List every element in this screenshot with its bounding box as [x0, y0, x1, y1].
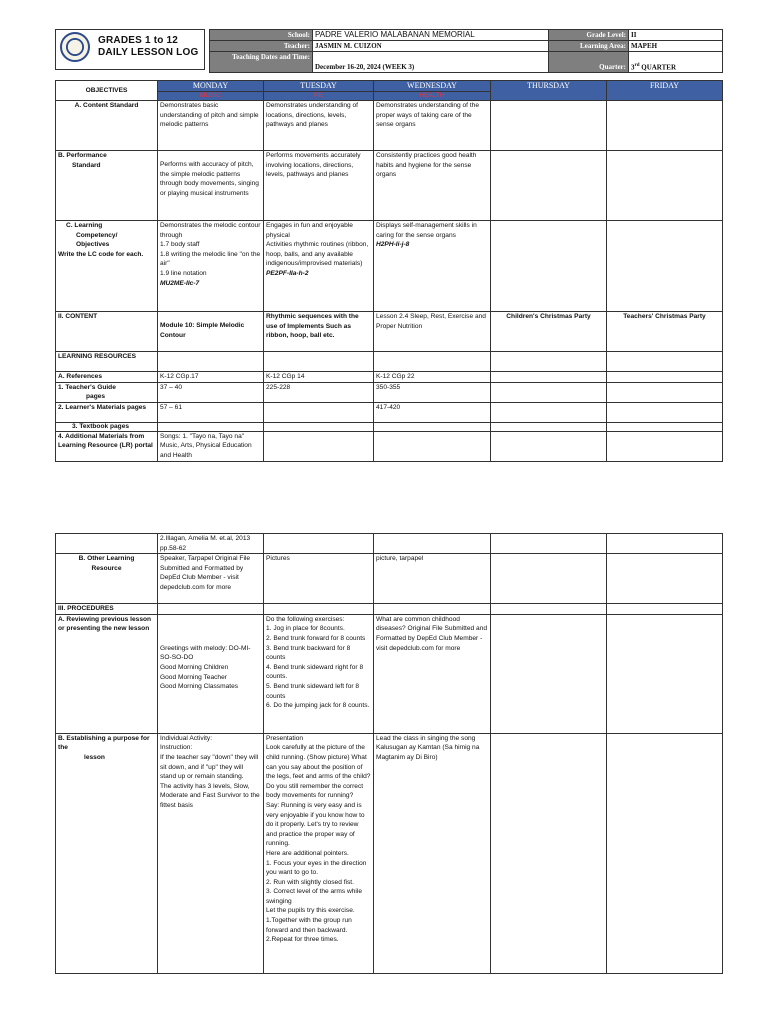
cell-mon: K-12 CGp.17 [158, 372, 264, 383]
references-label: A. References [56, 372, 158, 383]
cell-tue: Performs movements accurately involving locations, directions, levels, pathways and planes [264, 151, 374, 221]
performance-standard-label: B. Performance Standard [56, 151, 158, 221]
lc-code: PE2PF-IIa-h-2 [266, 269, 309, 277]
performance-standard-row [56, 151, 723, 221]
music-subject: MUSIC [158, 91, 264, 100]
cell-thu [491, 221, 607, 312]
competency-row [56, 221, 723, 312]
cell-tue: Demonstrates understanding of locations, directions, levels, pathways and planes [264, 101, 374, 151]
cell-fri [607, 151, 723, 221]
cell-mon: Demonstrates the melodic contour through 1.7 body staff 1.8 writing the melodic line "on the air" 1.9 line notation MU2ME-IIc-7 [158, 221, 264, 312]
thursday-header: THURSDAY [491, 81, 607, 101]
cell-wed: Lead the class in singing the song Kalusugan ay Kamtan (Sa himig na Magtanim ay Di Biro) [374, 733, 491, 973]
teachers-guide-row [56, 382, 723, 402]
cell-mon: Performs with accuracy of pitch, the simple melodic patterns through body movements, singing or playing musical instruments [158, 151, 264, 221]
pe-subject: PE [264, 91, 374, 100]
lc-code: MU2ME-IIc-7 [160, 279, 200, 287]
additional-materials-row [56, 431, 723, 461]
cell-thu [491, 101, 607, 151]
cell-fri: Teachers' Christmas Party [607, 312, 723, 352]
area-value: MAPEH [629, 41, 723, 52]
cell-mon: Speaker, Tarpapel Original File Submitted and Formatted by DepEd Club Member - visit depedclub.com for more [158, 554, 264, 604]
learners-materials-label: 2. Learner's Materials pages [56, 402, 158, 422]
cell-mon: Demonstrates basic understanding of pitch and simple melodic patterns [158, 101, 264, 151]
cell-mon: 37 – 40 [158, 382, 264, 402]
cell-wed: Lesson 2.4 Sleep, Rest, Exercise and Proper Nutrition [374, 312, 491, 352]
cell-wed: Displays self-management skills in caring for the sense organs H2PH-Ii-j-8 [374, 221, 491, 312]
cell-tue: Pictures [264, 554, 374, 604]
area-label: Learning Area: [549, 41, 629, 52]
lc-code: H2PH-Ii-j-8 [376, 241, 410, 249]
content-standard-row [56, 101, 723, 151]
cell-wed: picture, tarpapel [374, 554, 491, 604]
school-label: School: [210, 30, 313, 41]
lesson-table-page1 [55, 80, 723, 462]
cell-wed: K-12 CGp 22 [374, 372, 491, 383]
day-header-row [56, 81, 723, 92]
textbook-label: 3. Textbook pages [56, 422, 158, 431]
content-row [56, 312, 723, 352]
cell-thu: Children's Christmas Party [491, 312, 607, 352]
cell-mon: Songs: 1. "Tayo na, Tayo na" Music, Arts, Physical Education and Health [158, 431, 264, 461]
content-label: II. CONTENT [56, 312, 158, 352]
header-info-table [209, 29, 723, 73]
learning-resources-label: LEARNING RESOURCES [56, 352, 158, 372]
cell-wed: What are common childhood diseases? Original File Submitted and Formatted by DepEd Club Member - visit depedclub.com for more [374, 614, 491, 733]
quarter-label: Quarter: [549, 52, 629, 73]
purpose-label: B. Establishing a purpose for the lesson [56, 733, 158, 973]
content-standard-label: A. Content Standard [56, 101, 158, 151]
cell-mon: 2.Illagan, Amelia M. et.al, 2013 pp.58-62 [158, 534, 264, 554]
cell-wed: 350-355 [374, 382, 491, 402]
grade-label: Grade Level: [549, 30, 629, 41]
cell-mon: Module 10: Simple Melodic Contour [158, 312, 264, 352]
references-row [56, 372, 723, 383]
textbook-row [56, 422, 723, 431]
dates-value: December 16-20, 2024 (WEEK 3) [313, 52, 549, 73]
lesson-table-page2 [55, 533, 723, 974]
health-subject: HEALTH [374, 91, 491, 100]
teachers-guide-label: 1. Teacher's Guide pages [56, 382, 158, 402]
learning-resources-row [56, 352, 723, 372]
cell-fri [607, 101, 723, 151]
continuation-row [56, 534, 723, 554]
quarter-value: 3rd QUARTER [629, 52, 723, 73]
other-resources-row [56, 554, 723, 604]
dates-label: Teaching Dates and Time: [210, 52, 313, 73]
reviewing-label: A. Reviewing previous lesson or presenting the new lesson [56, 614, 158, 733]
additional-materials-label: 4. Additional Materials from Learning Resource (LR) portal [56, 431, 158, 461]
title-line-2: DAILY LESSON LOG [98, 47, 199, 58]
cell-tue: 225-228 [264, 382, 374, 402]
wednesday-header: WEDNESDAY [374, 81, 491, 92]
cell-tue: Do the following exercises: 1. Jog in place for 8counts. 2. Bend trunk forward for 8 counts 3. Bend trunk backward for 8 counts 4. Bend trunk sideward right for 8 counts. 5. Bend trunk sideward left for 8 counts 6. Do the jumping jack for 8 counts. [264, 614, 374, 733]
cell-fri [607, 221, 723, 312]
title-line-1: GRADES 1 to 12 [98, 35, 179, 46]
grade-value: II [629, 30, 723, 41]
cell-thu [491, 151, 607, 221]
cell-wed: 417-420 [374, 402, 491, 422]
teacher-value: JASMIN M. CUIZON [313, 41, 549, 52]
cell-mon: 57 – 61 [158, 402, 264, 422]
procedures-label: III. PROCEDURES [56, 604, 158, 615]
cell-wed: Consistently practices good health habits and hygiene for the sense organs [374, 151, 491, 221]
cell-tue: K-12 CGp 14 [264, 372, 374, 383]
cell-mon: Individual Activity: Instruction: If the teacher say "down" they will sit down, and if "up" they will stand up or remain standing. The activity has 3 levels, Slow, Moderate and Fast Survivor to the fittest basis [158, 733, 264, 973]
cell-mon: Greetings with melody: DO-MI-SO-SO-DO Good Morning Children Good Morning Teacher Good Morning Classmates [158, 614, 264, 733]
deped-seal-icon [60, 32, 90, 62]
cell-tue: Engages in fun and enjoyable physical Activities rhythmic routines (ribbon, hoop, balls, and any available indigenous/improvised materials) PE2PF-IIa-h-2 [264, 221, 374, 312]
cell-tue: Rhythmic sequences with the use of Implements Such as ribbon, hoop, ball etc. [264, 312, 374, 352]
tuesday-header: TUESDAY [264, 81, 374, 92]
reviewing-row [56, 614, 723, 733]
teacher-label: Teacher: [210, 41, 313, 52]
monday-header: MONDAY [158, 81, 264, 92]
objectives-header: OBJECTIVES [56, 81, 158, 101]
competency-label: C. Learning Competency/ Objectives Write the LC code for each. [56, 221, 158, 312]
other-resources-label: B. Other Learning Resource [56, 554, 158, 604]
learners-materials-row [56, 402, 723, 422]
procedures-row [56, 604, 723, 615]
friday-header: FRIDAY [607, 81, 723, 101]
cell-tue: Presentation Look carefully at the picture of the child running. (Show picture) What can you say about the position of the legs, feet and arms of the child? Do you still remember the correct body movements for running? Say: Running is very easy and is very enjoyable if you know how to do it properly. Let's try to review and practice the proper way of running. Here are additional pointers. 1. Focus your eyes in the direction you want to go to. 2. Run with slightly closed fist. 3. Correct level of the arms while swinging Let the pupils try this exercise. 1.Together with the group run forward and then backward. 2.Repeat for three times. [264, 733, 374, 973]
cell-wed: Demonstrates understanding of the proper ways of taking care of the sense organs [374, 101, 491, 151]
purpose-row [56, 733, 723, 973]
school-value: PADRE VALERIO MALABANAN MEMORIAL [313, 30, 549, 41]
